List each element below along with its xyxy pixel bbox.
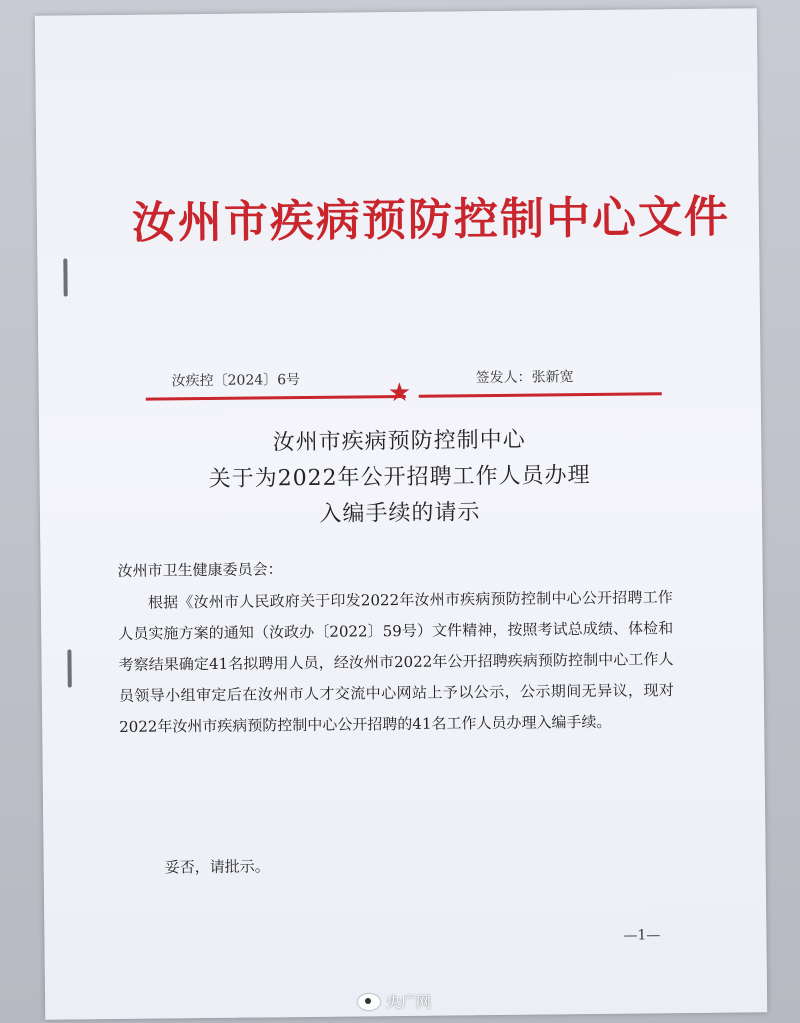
star-icon: ★ — [387, 377, 412, 409]
red-divider-left — [146, 395, 406, 401]
document-title-line-2: 关于为2022年公开招聘工作人员办理 — [208, 463, 591, 493]
watermark-text: 央广网 — [386, 993, 432, 1011]
weibo-logo-icon — [358, 994, 380, 1010]
recipient: 汝州市卫生健康委员会： — [117, 560, 283, 580]
watermark — [358, 991, 431, 1012]
document-page — [35, 8, 767, 1020]
staple-icon — [63, 258, 67, 296]
document-title-line-1: 汝州市疾病预防控制中心 — [272, 427, 526, 456]
page-number: —1— — [623, 927, 661, 944]
staple-icon — [67, 649, 71, 687]
signer: 签发人：张新宽 — [475, 369, 574, 387]
closing-line: 妥否，请批示。 — [164, 857, 270, 877]
document-number: 汝疾控〔2024〕6号 — [171, 372, 301, 390]
red-divider-right — [419, 392, 662, 398]
document-title-line-3: 入编手续的请示 — [319, 500, 481, 527]
body-paragraph: 根据《汝州市人民政府关于印发2022年汝州市疾病预防控制中心公开招聘工作人员实施方案的通知（汝政办〔2022〕59号）文件精神，按照考试总成绩、体检和考察结果确定41名拟聘用人员，经汝州市2022年公开招聘疾病预防控制中心工作人员领导小组审定后在汝州市人才交流中心网站上予以公示，公示期间无异议，现对2022年汝州市疾病预防控制中心公开招聘的41名工作人员办理入编手续。 — [118, 588, 674, 736]
document-header: 汝州市疾病预防控制中心文件 — [131, 191, 731, 249]
